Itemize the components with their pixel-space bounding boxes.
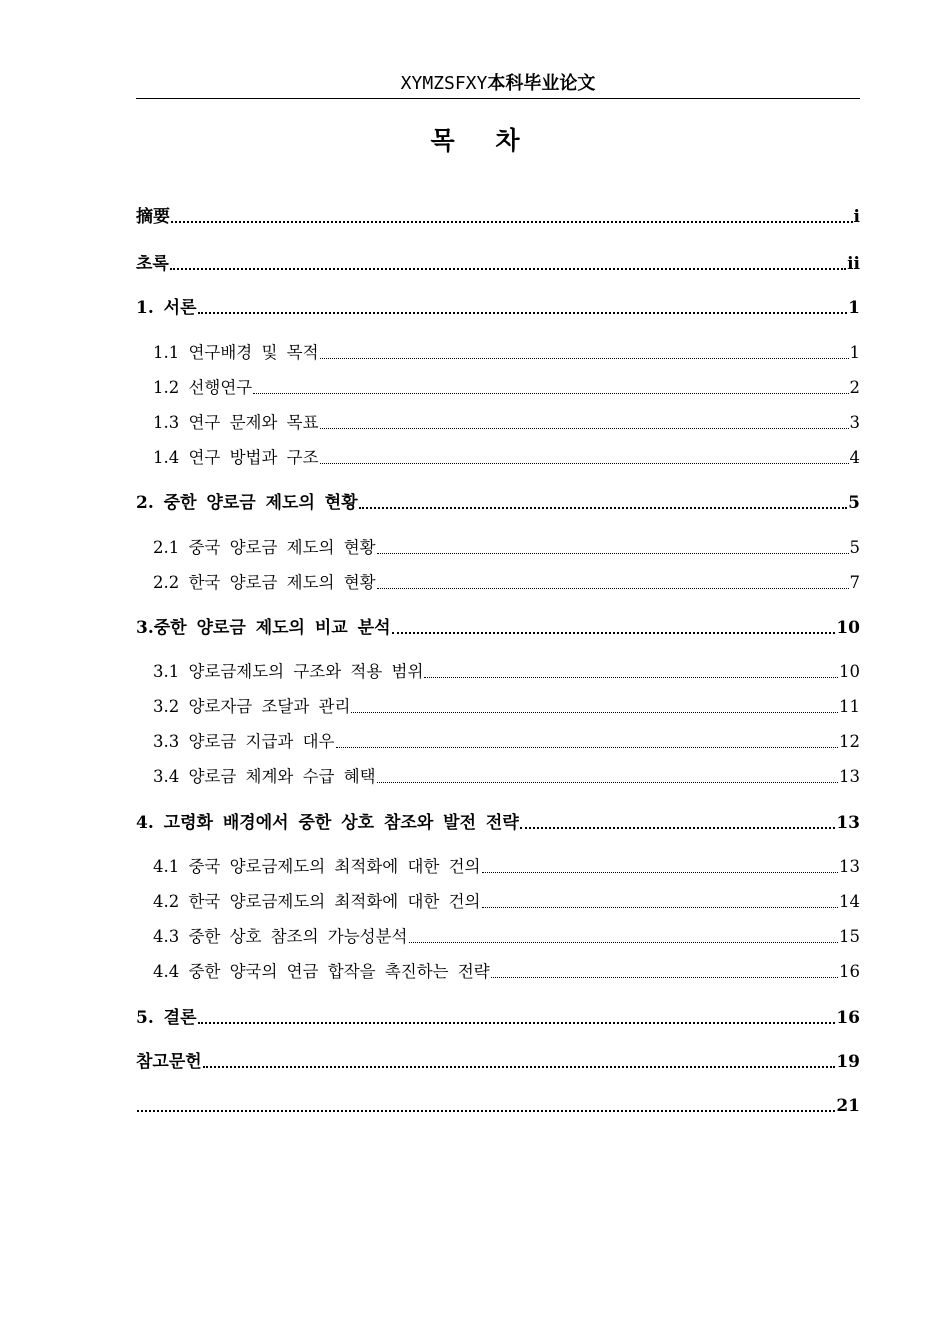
- toc-entry-label: 2.1 중국 양로금 제도의 현황: [153, 538, 376, 557]
- toc-entry-page: 13: [836, 813, 860, 833]
- dot-leader: [203, 1066, 836, 1068]
- dot-leader: [171, 221, 853, 223]
- dot-leader: [377, 782, 838, 783]
- dot-leader: [424, 677, 838, 678]
- toc-entry-chapter-2[interactable]: [136, 490, 860, 514]
- toc-entry-section-1-2[interactable]: [136, 375, 860, 399]
- toc-entry-chapter-5[interactable]: [136, 1005, 860, 1029]
- dot-leader: [336, 747, 839, 748]
- toc-entry-label: 摘要: [136, 207, 170, 227]
- toc-entry-label: 1.2 선행연구: [153, 378, 253, 397]
- toc-entry-label: 4.2 한국 양로금제도의 최적화에 대한 건의: [153, 892, 481, 911]
- dot-leader: [491, 977, 838, 978]
- toc-entry-label: 3.4 양로금 체계와 수급 혜택: [153, 767, 376, 786]
- dot-leader: [137, 1110, 835, 1112]
- toc-entry-page: 2: [849, 378, 860, 397]
- toc-entry-label: 1. 서론: [136, 298, 197, 318]
- toc-entry-section-2-2[interactable]: [136, 570, 860, 594]
- toc-entry-section-4-3[interactable]: [136, 924, 860, 948]
- toc-entry-page: 11: [839, 697, 860, 716]
- toc-entry-page: 3: [849, 413, 860, 432]
- toc-entry-section-1-1[interactable]: [136, 340, 860, 364]
- toc-entry-page: 14: [839, 892, 860, 911]
- toc-title: 목 차: [430, 126, 536, 155]
- toc-entry-page: 4: [849, 448, 860, 467]
- toc-entry-label: 4.1 중국 양로금제도의 최적화에 대한 건의: [153, 857, 481, 876]
- toc-entry-untitled[interactable]: [136, 1093, 860, 1117]
- toc-entry-chapter-3[interactable]: [136, 615, 860, 639]
- toc-entry-label: 참고문헌: [136, 1052, 202, 1072]
- toc-entry-page: 19: [836, 1052, 860, 1072]
- toc-entry-section-3-4[interactable]: [136, 764, 860, 788]
- toc-entry-label: 1.1 연구배경 및 목적: [153, 343, 319, 362]
- toc-entry-section-1-4[interactable]: [136, 445, 860, 469]
- toc-entry-page: 16: [836, 1008, 860, 1028]
- toc-entry-label: 2. 중한 양로금 제도의 현황: [136, 493, 358, 513]
- toc-entry-page: 15: [839, 927, 860, 946]
- dot-leader: [320, 428, 849, 429]
- toc-entry-label: 1.3 연구 문제와 목표: [153, 413, 319, 432]
- toc-entry-label: 3.1 양로금제도의 구조와 적용 범위: [153, 662, 424, 681]
- dot-leader: [170, 268, 846, 270]
- header-school-code: XYMZSFXY: [400, 73, 488, 94]
- toc-entry-page: 12: [839, 732, 860, 751]
- toc-entry-page: 13: [839, 767, 860, 786]
- toc-entry-page: 5: [848, 493, 860, 513]
- toc-entry-page: 1: [849, 343, 860, 362]
- toc-entry-page: 16: [839, 962, 860, 981]
- toc-entry-page: i: [853, 207, 860, 227]
- toc-entry-label: 4.4 중한 양국의 연금 합작을 촉진하는 전략: [153, 962, 490, 981]
- toc-entry-chapter-4[interactable]: [136, 810, 860, 834]
- toc-entry-label: 4.3 중한 상호 참조의 가능성분석: [153, 927, 408, 946]
- toc-entry-page: 21: [836, 1096, 860, 1116]
- toc-entry-label: 3.중한 양로금 제도의 비교 분석: [136, 618, 391, 638]
- toc-entry-page: 5: [849, 538, 860, 557]
- header-thesis-type: 本科毕业论文: [487, 73, 596, 94]
- dot-leader: [320, 358, 849, 359]
- dot-leader: [359, 507, 848, 509]
- toc-entry-page: 10: [839, 662, 860, 681]
- toc-entry-section-4-1[interactable]: [136, 854, 860, 878]
- toc-entry-references[interactable]: [136, 1049, 860, 1073]
- toc-entry-label: 5. 결론: [136, 1008, 197, 1028]
- toc-entry-label: 3.3 양로금 지급과 대우: [153, 732, 335, 751]
- toc-entry-page: 10: [836, 618, 860, 638]
- dot-leader: [482, 872, 839, 873]
- dot-leader: [377, 588, 849, 589]
- toc-entry-page: ii: [847, 254, 860, 274]
- toc-entry-section-4-4[interactable]: [136, 959, 860, 983]
- dot-leader: [409, 942, 839, 943]
- toc-entry-chapter-1[interactable]: [136, 295, 860, 319]
- page-header: [136, 72, 860, 99]
- dot-leader: [320, 463, 849, 464]
- dot-leader: [198, 1022, 836, 1024]
- toc-entry-page: 7: [849, 573, 860, 592]
- toc-entry-label: 2.2 한국 양로금 제도의 현황: [153, 573, 376, 592]
- toc-entry-section-3-3[interactable]: [136, 729, 860, 753]
- dot-leader: [351, 712, 838, 713]
- toc-entry-section-4-2[interactable]: [136, 889, 860, 913]
- toc-entry-abstract-cn[interactable]: [136, 204, 860, 228]
- toc-entry-label: 4. 고령화 배경에서 중한 상호 참조와 발전 전략: [136, 813, 519, 833]
- dot-leader: [253, 393, 848, 394]
- toc-entry-label: 1.4 연구 방법과 구조: [153, 448, 319, 467]
- dot-leader: [392, 632, 836, 634]
- toc-entry-page: 13: [839, 857, 860, 876]
- dot-leader: [198, 312, 848, 314]
- toc-entry-section-3-1[interactable]: [136, 659, 860, 683]
- toc-entry-label: 초록: [136, 254, 169, 274]
- dot-leader: [520, 827, 836, 829]
- dot-leader: [377, 553, 849, 554]
- dot-leader: [482, 907, 839, 908]
- toc-entry-section-1-3[interactable]: [136, 410, 860, 434]
- toc-entry-section-2-1[interactable]: [136, 535, 860, 559]
- toc-entry-page: 1: [848, 298, 860, 318]
- toc-entry-abstract-kr[interactable]: [136, 251, 860, 275]
- toc-entry-section-3-2[interactable]: [136, 694, 860, 718]
- toc-entry-label: 3.2 양로자금 조달과 관리: [153, 697, 351, 716]
